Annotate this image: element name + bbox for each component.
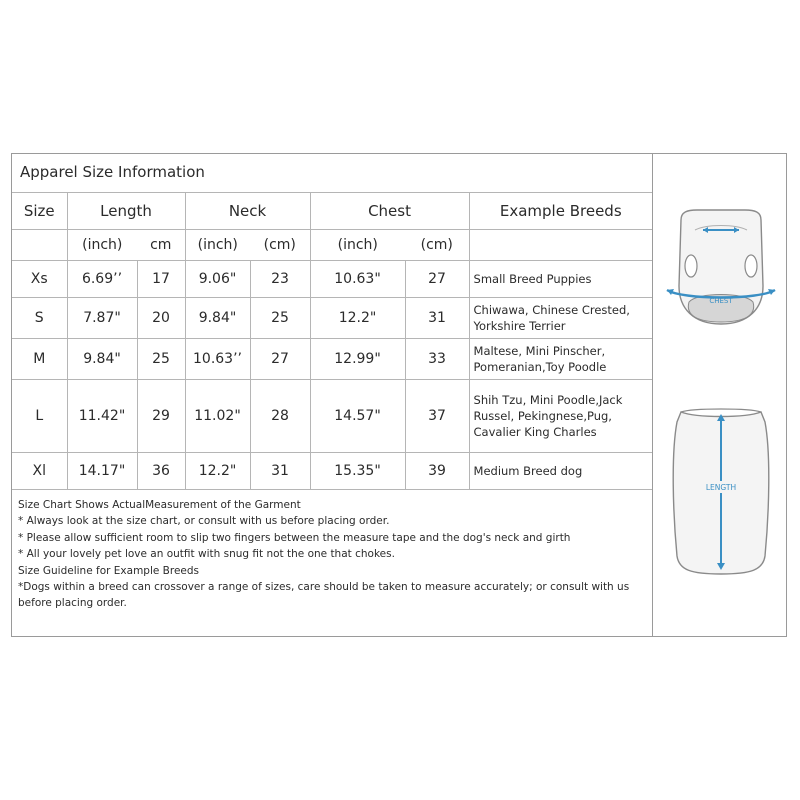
note-line: *Dogs within a breed can crossover a range of sizes, care should be taken to measure accurately; or consult with us before placing order.: [18, 581, 630, 610]
cell-neck-inch: 9.06": [185, 261, 250, 298]
cell-neck-inch: 12.2": [185, 453, 250, 490]
cell-size: Xs: [12, 261, 67, 298]
cell-length-inch: 6.69’’: [67, 261, 137, 298]
cell-length-cm: 29: [137, 380, 185, 453]
cell-size: S: [12, 298, 67, 339]
note-line: * All your lovely pet love an outfit with snug fit not the one that chokes.: [18, 548, 395, 561]
table-row: [12, 298, 652, 339]
cell-breeds: Medium Breed dog: [469, 453, 652, 490]
cell-breeds: Small Breed Puppies: [469, 261, 652, 298]
cell-chest-cm: 39: [405, 453, 469, 490]
length-label: LENGTH: [705, 483, 737, 492]
cell-breeds: Chiwawa, Chinese Crested, Yorkshire Terrier: [469, 298, 652, 339]
size-chart-card: [11, 153, 787, 637]
size-notes: [18, 497, 646, 612]
cell-neck-inch: 11.02": [185, 380, 250, 453]
cell-length-cm: 20: [137, 298, 185, 339]
chart-title: Apparel Size Information: [20, 163, 205, 181]
cell-length-inch: 14.17": [67, 453, 137, 490]
cell-length-inch: 7.87": [67, 298, 137, 339]
unit-blank: [12, 230, 67, 261]
table-row: [12, 380, 652, 453]
unit-neck-inch: (inch): [185, 230, 250, 261]
size-table: [12, 192, 652, 490]
cell-length-inch: 9.84": [67, 339, 137, 380]
cell-chest-inch: 10.63": [310, 261, 405, 298]
cell-chest-inch: 12.99": [310, 339, 405, 380]
cell-neck-cm: 31: [250, 453, 310, 490]
note-line: Size Guideline for Example Breeds: [18, 564, 200, 577]
left-leg-hole: [685, 255, 697, 277]
cell-size: L: [12, 380, 67, 453]
header-size: Size: [12, 193, 67, 230]
table-header-row: [12, 193, 652, 230]
table-row: [12, 339, 652, 380]
cell-size: Xl: [12, 453, 67, 490]
unit-chest-inch: (inch): [310, 230, 405, 261]
length-view-illustration: [673, 409, 769, 574]
table-row: [12, 453, 652, 490]
right-leg-hole: [745, 255, 757, 277]
unit-chest-cm: (cm): [405, 230, 469, 261]
unit-neck-cm: (cm): [250, 230, 310, 261]
garment-collar: [681, 409, 761, 412]
unit-length-inch: (inch): [67, 230, 137, 261]
note-line: Size Chart Shows ActualMeasurement of the Garment: [18, 499, 301, 511]
header-breeds: Example Breeds: [469, 193, 652, 230]
cell-length-inch: 11.42": [67, 380, 137, 453]
table-units-row: [12, 230, 652, 261]
header-neck: Neck: [185, 193, 310, 230]
cell-chest-cm: 31: [405, 298, 469, 339]
unit-breeds-blank: [469, 230, 652, 261]
garment-diagram: [653, 154, 787, 636]
cell-length-cm: 17: [137, 261, 185, 298]
cell-chest-inch: 14.57": [310, 380, 405, 453]
note-line: * Please allow sufficient room to slip two fingers between the measure tape and the dog's neck and girth: [18, 531, 571, 544]
cell-chest-cm: 27: [405, 261, 469, 298]
cell-length-cm: 25: [137, 339, 185, 380]
cell-chest-inch: 15.35": [310, 453, 405, 490]
chest-label: CHEST: [709, 297, 733, 305]
cell-chest-cm: 37: [405, 380, 469, 453]
cell-neck-cm: 25: [250, 298, 310, 339]
cell-neck-cm: 23: [250, 261, 310, 298]
cell-neck-inch: 10.63’’: [185, 339, 250, 380]
table-row: [12, 261, 652, 298]
header-length: Length: [67, 193, 185, 230]
cell-chest-inch: 12.2": [310, 298, 405, 339]
cell-breeds: Shih Tzu, Mini Poodle,Jack Russel, Pekingnese,Pug, Cavalier King Charles: [469, 380, 652, 453]
header-chest: Chest: [310, 193, 469, 230]
chest-view-illustration: [667, 210, 775, 324]
cell-neck-cm: 27: [250, 339, 310, 380]
unit-length-cm: cm: [137, 230, 185, 261]
cell-neck-cm: 28: [250, 380, 310, 453]
cell-length-cm: 36: [137, 453, 185, 490]
cell-breeds: Maltese, Mini Pinscher, Pomeranian,Toy Poodle: [469, 339, 652, 380]
cell-chest-cm: 33: [405, 339, 469, 380]
cell-size: M: [12, 339, 67, 380]
cell-neck-inch: 9.84": [185, 298, 250, 339]
note-line: * Always look at the size chart, or consult with us before placing order.: [18, 515, 390, 528]
